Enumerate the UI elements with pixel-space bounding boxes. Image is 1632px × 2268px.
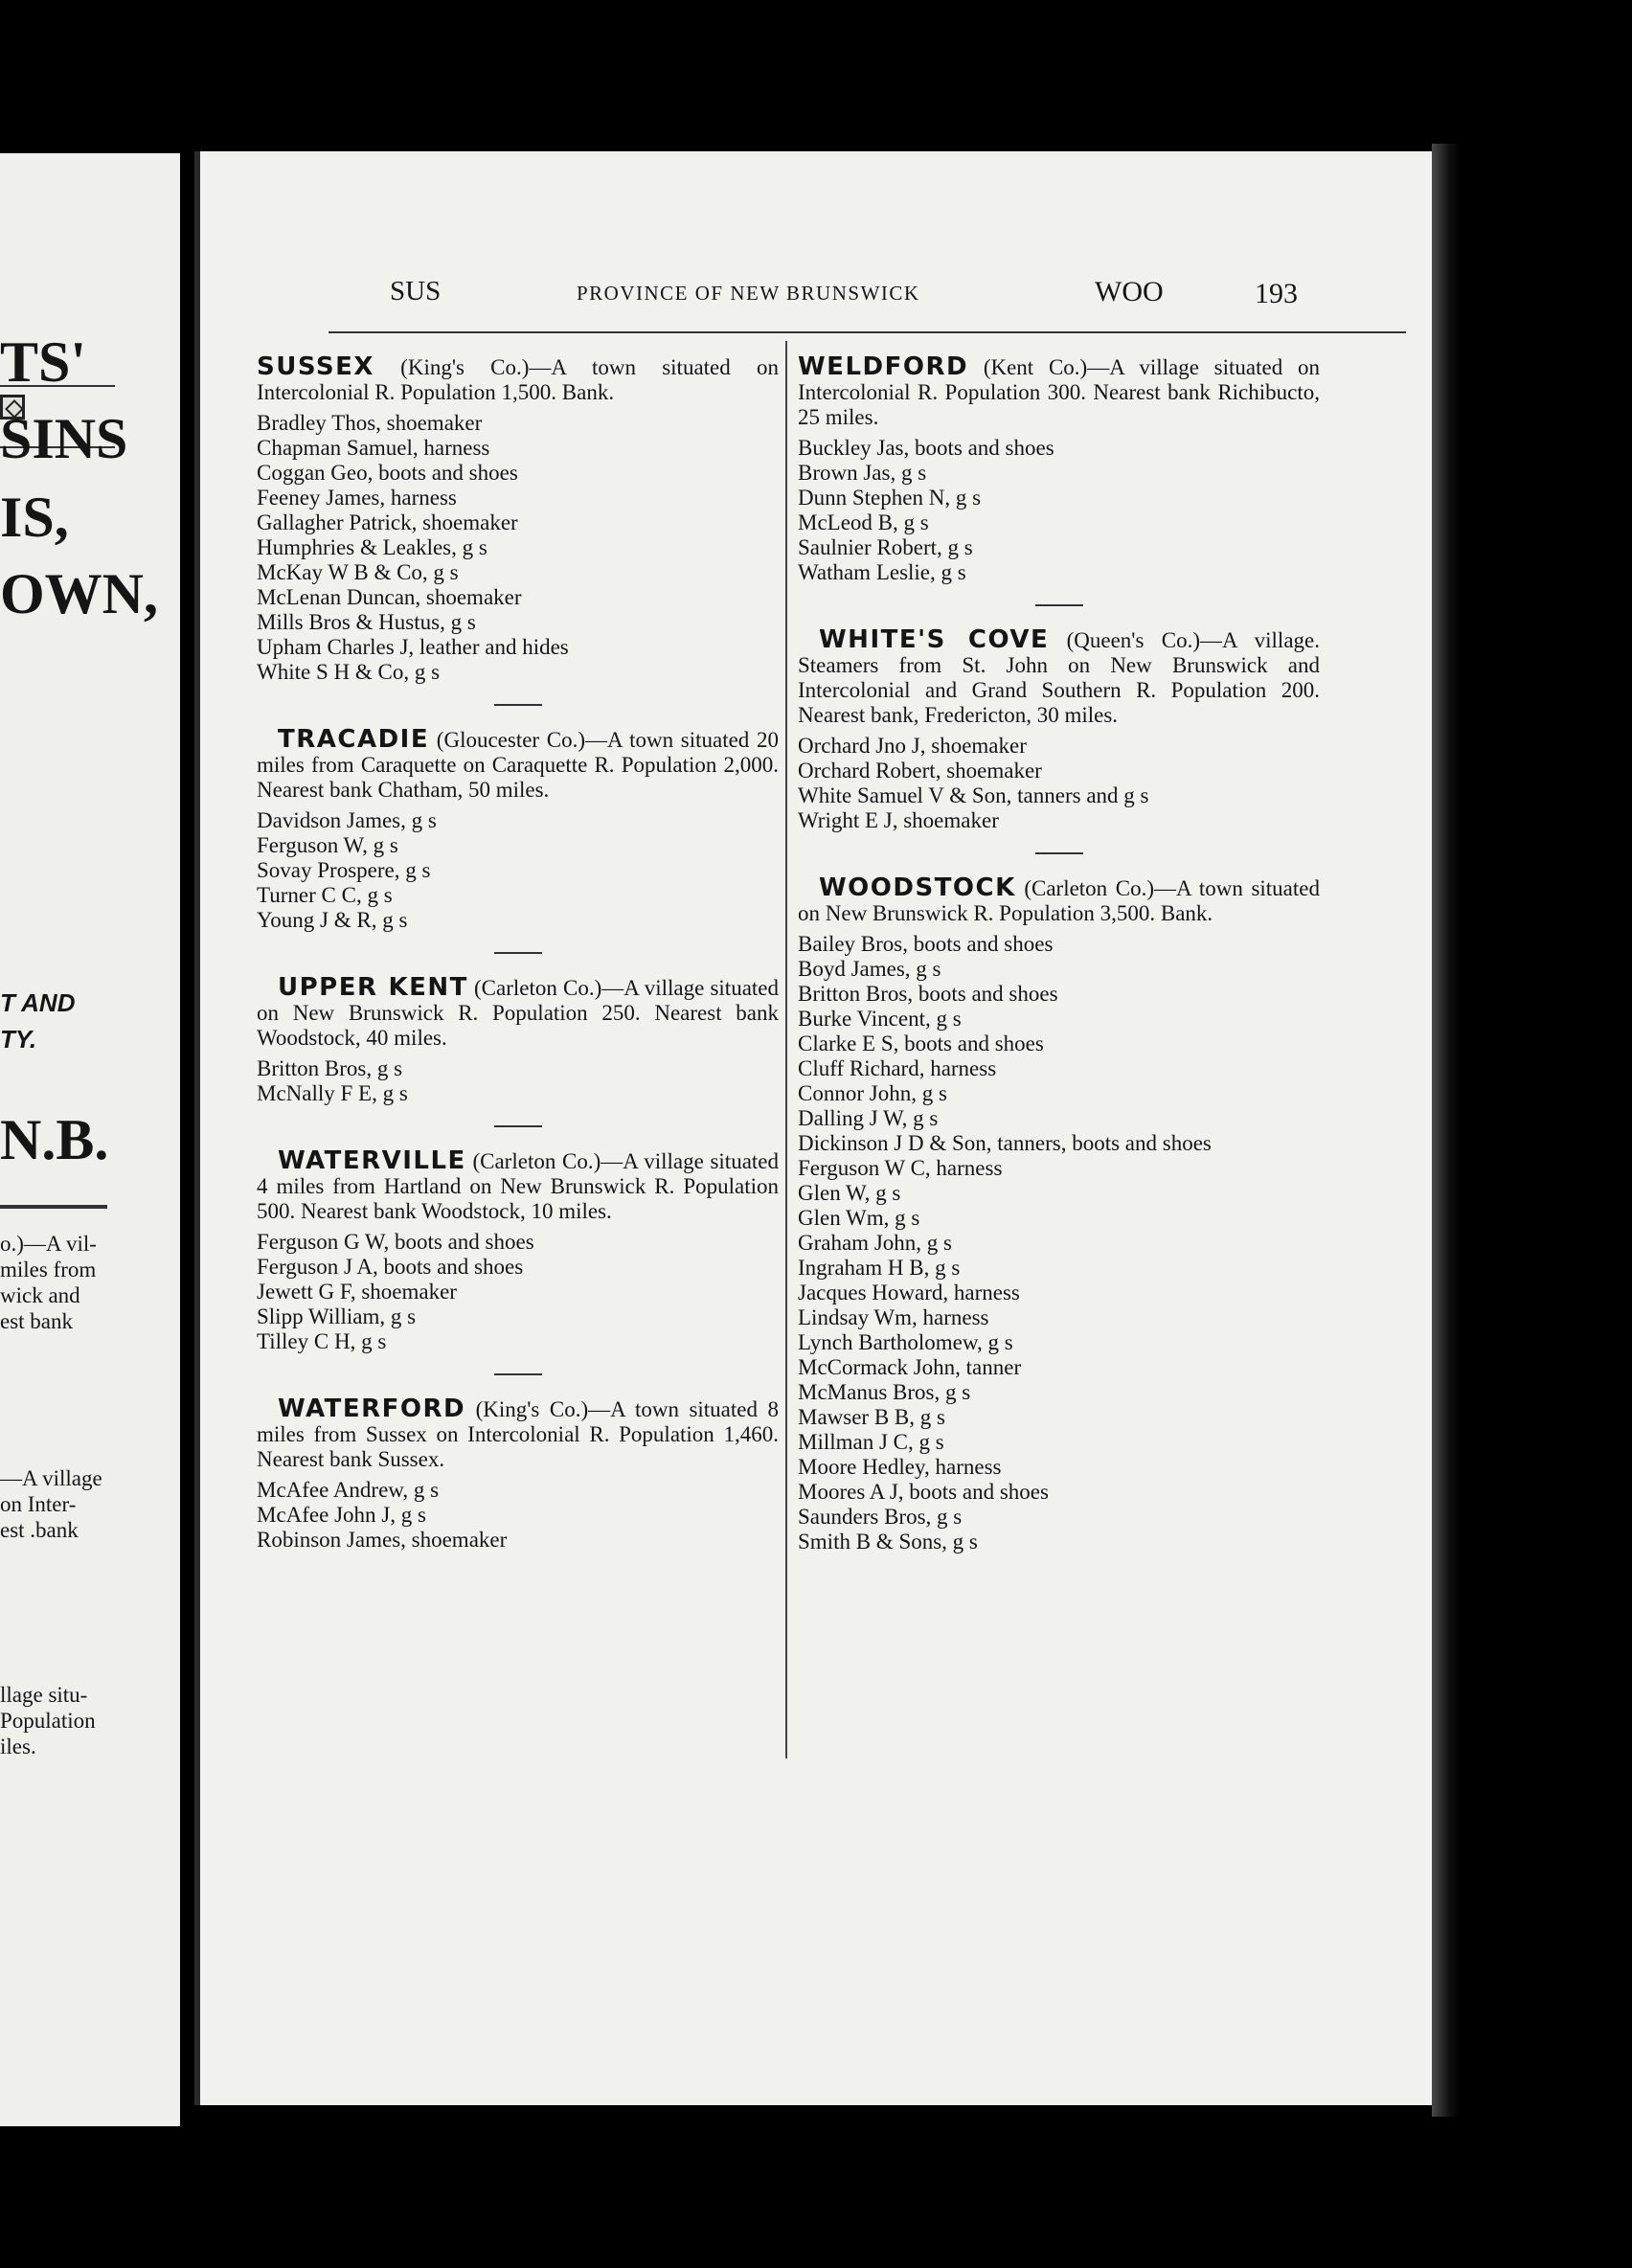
- entry-divider: [494, 1373, 542, 1375]
- left-page-text: TS': [0, 330, 87, 394]
- left-page-rule: [0, 1205, 107, 1209]
- right-column: [798, 354, 1320, 1574]
- header-rule: [329, 331, 1406, 333]
- place-description: [798, 627, 1320, 728]
- place-name: WHITE'S COVE: [819, 625, 1050, 654]
- business-listing: McAfee John J, g s: [257, 1503, 426, 1527]
- left-page-text: llage situ-: [0, 1683, 88, 1707]
- business-listing: McLenan Duncan, shoemaker: [257, 585, 522, 609]
- left-page-text: iles.: [0, 1735, 36, 1758]
- place-entry: [257, 1396, 779, 1553]
- running-head-left: SUS: [390, 276, 442, 306]
- business-listing: Graham John, g s: [798, 1231, 952, 1255]
- business-list: [257, 411, 779, 685]
- place-details: (King's Co.)—A town situated on Intercolonial R. Population 1,500. Bank.: [257, 355, 779, 404]
- place-entry: [257, 975, 779, 1106]
- business-list: [257, 1056, 779, 1106]
- business-listing: Chapman Samuel, harness: [257, 436, 490, 460]
- business-list: [257, 1230, 779, 1354]
- business-listing: Burke Vincent, g s: [798, 1007, 962, 1031]
- place-details: (Carleton Co.)—A town situated on New Brunswick R. Population 3,500. Bank.: [798, 876, 1320, 925]
- business-listing: Brown Jas, g s: [798, 461, 927, 485]
- business-listing: McCormack John, tanner: [798, 1355, 1022, 1379]
- directory-page: [194, 151, 1432, 2105]
- page-gutter-edge: [194, 151, 200, 2105]
- running-head: [194, 276, 1432, 314]
- business-listing: Lynch Bartholomew, g s: [798, 1330, 1013, 1354]
- place-name: TRACADIE: [278, 725, 430, 754]
- left-page-text: wick and: [0, 1283, 80, 1307]
- business-listing: Dunn Stephen N, g s: [798, 486, 982, 510]
- business-listing: Feeney James, harness: [257, 486, 457, 510]
- entry-divider: [494, 952, 542, 954]
- business-listing: Upham Charles J, leather and hides: [257, 635, 569, 659]
- place-description: [257, 727, 779, 803]
- running-head-title: PROVINCE OF NEW BRUNSWICK: [577, 282, 920, 305]
- left-page-text: N.B.: [0, 1108, 109, 1171]
- place-name: WOODSTOCK: [819, 873, 1016, 902]
- entry-divider: [1035, 604, 1083, 606]
- business-listing: Ferguson W C, harness: [798, 1156, 1003, 1180]
- place-details: (Carleton Co.)—A village situated on New Brunswick R. Population 250. Nearest bank Woodstock, 40 miles.: [257, 976, 779, 1050]
- business-listing: Ferguson G W, boots and shoes: [257, 1230, 534, 1254]
- business-listing: Ferguson J A, boots and shoes: [257, 1255, 524, 1279]
- business-listing: Dickinson J D & Son, tanners, boots and shoes: [798, 1131, 1212, 1155]
- left-page-text: T AND: [0, 988, 76, 1017]
- business-listing: Young J & R, g s: [257, 908, 408, 932]
- place-description: [257, 975, 779, 1051]
- place-name: UPPER KENT: [278, 973, 468, 1002]
- business-listing: Dalling J W, g s: [798, 1106, 939, 1130]
- business-listing: Ingraham H B, g s: [798, 1256, 961, 1280]
- business-listing: Boyd James, g s: [798, 957, 941, 981]
- left-column: [257, 354, 779, 1572]
- place-description: [257, 1396, 779, 1472]
- running-head-right: WOO: [1095, 276, 1164, 307]
- page-number: 193: [1255, 278, 1298, 309]
- business-list: [798, 932, 1320, 1554]
- business-listing: Mills Bros & Hustus, g s: [257, 610, 476, 634]
- place-entry: [798, 875, 1320, 1554]
- business-listing: Bailey Bros, boots and shoes: [798, 932, 1054, 956]
- book-edge: [1432, 144, 1461, 2117]
- business-listing: Bradley Thos, shoemaker: [257, 411, 483, 435]
- place-entry: [257, 1148, 779, 1354]
- left-page-text: est bank: [0, 1309, 74, 1333]
- entry-divider: [494, 704, 542, 706]
- business-listing: Clarke E S, boots and shoes: [798, 1032, 1044, 1055]
- business-listing: Britton Bros, boots and shoes: [798, 982, 1058, 1006]
- left-page-text: est .bank: [0, 1518, 79, 1542]
- business-listing: Gallagher Patrick, shoemaker: [257, 510, 518, 534]
- business-listing: White S H & Co, g s: [257, 660, 441, 684]
- place-description: [257, 354, 779, 405]
- business-listing: Ferguson W, g s: [257, 833, 398, 857]
- place-details: (Gloucester Co.)—A town situated 20 miles from Caraquette on Caraquette R. Population 2,000. Nearest bank Chatham, 50 miles.: [257, 728, 779, 802]
- left-page-text: —A village: [0, 1466, 102, 1490]
- business-list: [257, 1478, 779, 1553]
- left-page-text: TY.: [0, 1025, 37, 1054]
- business-listing: Coggan Geo, boots and shoes: [257, 461, 518, 485]
- business-listing: Davidson James, g s: [257, 808, 437, 832]
- place-details: (Queen's Co.)—A village. Steamers from St. John on New Brunswick and Intercolonial and Grand Southern R. Population 200. Nearest bank, Fredericton, 30 miles.: [798, 628, 1320, 727]
- business-listing: McKay W B & Co, g s: [257, 560, 459, 584]
- business-list: [798, 734, 1320, 833]
- business-listing: Buckley Jas, boots and shoes: [798, 436, 1054, 460]
- business-listing: Saunders Bros, g s: [798, 1505, 963, 1529]
- left-page-text: IS,: [0, 486, 69, 549]
- entry-divider: [1035, 852, 1083, 854]
- business-listing: Jacques Howard, harness: [798, 1281, 1020, 1304]
- business-listing: Orchard Robert, shoemaker: [798, 759, 1042, 782]
- business-listing: McNally F E, g s: [257, 1081, 408, 1105]
- business-listing: Connor John, g s: [798, 1081, 947, 1105]
- left-page-text: SINS: [0, 407, 128, 470]
- business-listing: Lindsay Wm, harness: [798, 1305, 989, 1329]
- place-name: WATERVILLE: [278, 1146, 466, 1175]
- left-page-text: miles from: [0, 1258, 97, 1281]
- left-page-text: OWN,: [0, 562, 158, 625]
- place-details: (King's Co.)—A town situated 8 miles from Sussex on Intercolonial R. Population 1,460. Nearest bank Sussex.: [257, 1397, 779, 1471]
- business-listing: Glen W, g s: [798, 1181, 901, 1205]
- business-listing: White Samuel V & Son, tanners and g s: [798, 783, 1149, 807]
- place-name: SUSSEX: [257, 352, 374, 381]
- business-listing: Sovay Prospere, g s: [257, 858, 431, 882]
- place-entry: [798, 354, 1320, 585]
- business-listing: Moore Hedley, harness: [798, 1455, 1002, 1479]
- left-page-text: Population: [0, 1709, 96, 1733]
- business-listing: McAfee Andrew, g s: [257, 1478, 440, 1502]
- place-description: [257, 1148, 779, 1224]
- business-listing: Glen Wm, g s: [798, 1206, 920, 1230]
- left-page-fragment: [0, 153, 180, 2126]
- business-listing: Slipp William, g s: [257, 1304, 417, 1328]
- business-list: [798, 436, 1320, 585]
- place-description: [798, 354, 1320, 430]
- place-description: [798, 875, 1320, 926]
- place-entry: [257, 727, 779, 933]
- place-details: (Kent Co.)—A village situated on Intercolonial R. Population 300. Nearest bank Richibucto, 25 miles.: [798, 355, 1320, 429]
- business-listing: Turner C C, g s: [257, 883, 393, 907]
- entry-divider: [494, 1125, 542, 1127]
- business-listing: Saulnier Robert, g s: [798, 535, 973, 559]
- business-listing: Britton Bros, g s: [257, 1056, 403, 1080]
- place-name: WATERFORD: [278, 1395, 466, 1423]
- column-divider: [785, 341, 787, 1758]
- business-listing: Moores A J, boots and shoes: [798, 1480, 1049, 1504]
- business-listing: Robinson James, shoemaker: [257, 1528, 508, 1552]
- place-entry: [257, 354, 779, 685]
- place-details: (Carleton Co.)—A village situated 4 miles from Hartland on New Brunswick R. Population 500. Nearest bank Woodstock, 10 miles.: [257, 1149, 779, 1223]
- business-listing: Millman J C, g s: [798, 1430, 944, 1454]
- business-listing: Jewett G F, shoemaker: [257, 1280, 457, 1304]
- left-page-text: on Inter-: [0, 1492, 77, 1516]
- business-listing: McManus Bros, g s: [798, 1380, 971, 1404]
- place-name: WELDFORD: [798, 352, 969, 381]
- business-listing: Smith B & Sons, g s: [798, 1530, 978, 1554]
- business-listing: Humphries & Leakles, g s: [257, 535, 487, 559]
- business-listing: McLeod B, g s: [798, 510, 929, 534]
- business-listing: Cluff Richard, harness: [798, 1056, 997, 1080]
- business-listing: Orchard Jno J, shoemaker: [798, 734, 1027, 758]
- business-listing: Mawser B B, g s: [798, 1405, 945, 1429]
- business-list: [257, 808, 779, 933]
- business-listing: Watham Leslie, g s: [798, 560, 966, 584]
- left-page-text: o.)—A vil-: [0, 1232, 97, 1256]
- business-listing: Tilley C H, g s: [257, 1329, 387, 1353]
- business-listing: Wright E J, shoemaker: [798, 808, 999, 832]
- place-entry: [798, 627, 1320, 833]
